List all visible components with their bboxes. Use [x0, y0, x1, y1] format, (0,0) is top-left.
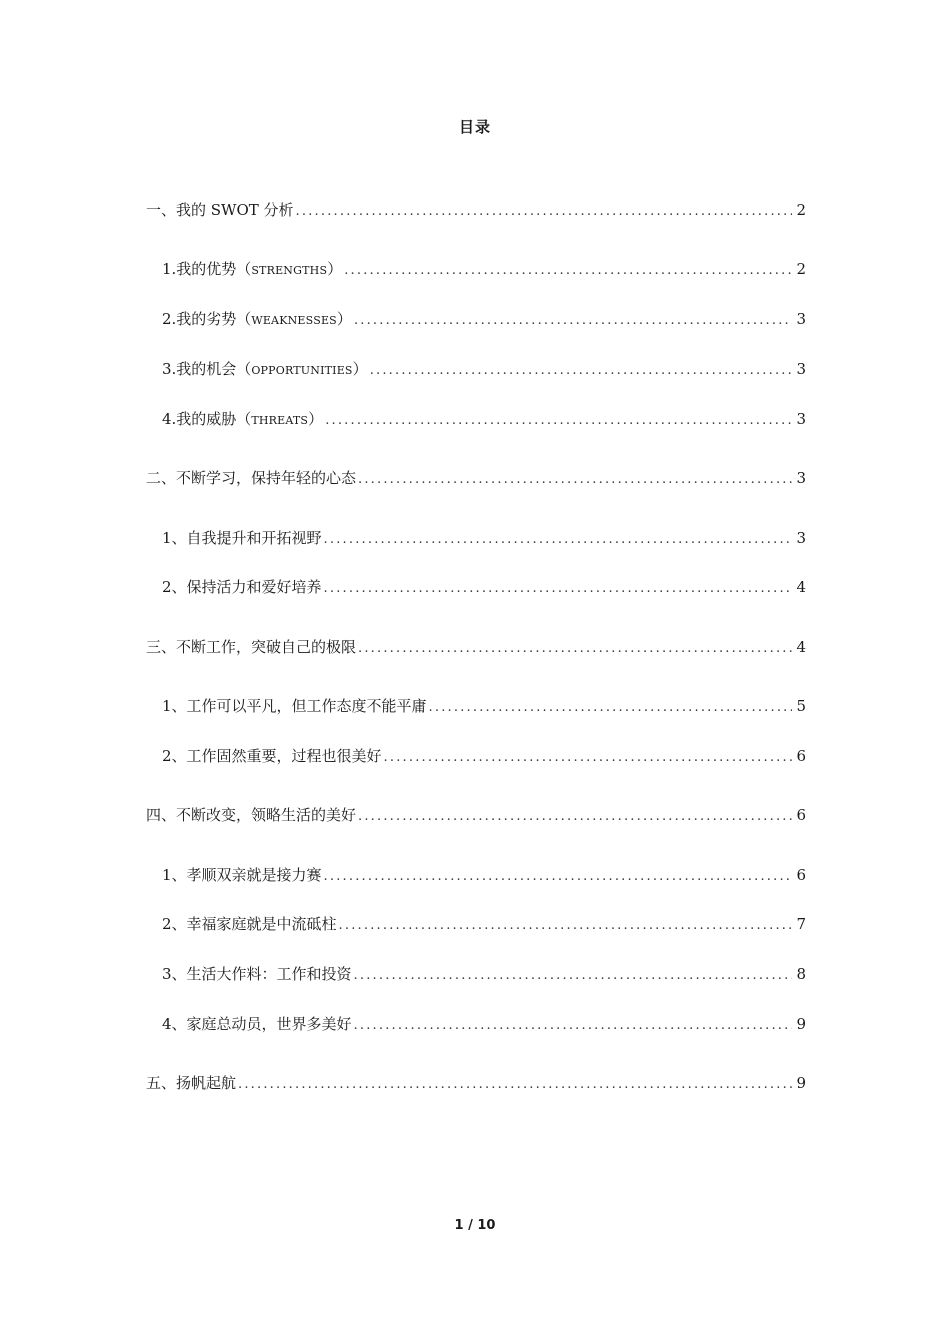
toc-dot-leader [344, 261, 792, 281]
toc-page-number: 4 [796, 578, 806, 596]
toc-page-number: 2 [796, 260, 806, 278]
toc-entry-label: 五、扬帆起航 [146, 1074, 237, 1092]
toc-dot-leader [324, 579, 793, 599]
toc-page-number: 6 [796, 806, 806, 824]
toc-entry-label: 2.我的劣势（WEAKNESSES） [162, 310, 352, 328]
toc-dot-leader [384, 748, 793, 768]
toc-entry-opportunities[interactable] [162, 359, 806, 381]
toc-entry-label: 3、生活大作料：工作和投资 [162, 965, 352, 983]
toc-dot-leader [358, 470, 792, 490]
toc-entry-label: 4、家庭总动员，世界多美好 [162, 1015, 352, 1033]
toc-entry-section-4[interactable] [146, 805, 806, 827]
toc-dot-leader [238, 1075, 792, 1095]
toc-entry-label: 三、不断工作，突破自己的极限 [146, 638, 357, 656]
toc-page-number: 8 [796, 965, 806, 983]
toc-entry-section-5[interactable] [146, 1073, 806, 1095]
toc-entry-4-3[interactable] [162, 964, 806, 986]
toc-page-number: 2 [796, 201, 806, 219]
toc-entry-label: 2、幸福家庭就是中流砥柱 [162, 915, 337, 933]
page-number-footer: 1 / 10 [454, 1218, 496, 1233]
toc-entry-2-2[interactable] [162, 577, 806, 599]
toc-entry-label: 1.我的优势（STRENGTHS） [162, 260, 343, 278]
toc-title: 目录 [458, 118, 491, 136]
toc-entry-label: 4.我的威胁（THREATS） [162, 410, 324, 428]
toc-page-number: 3 [796, 469, 806, 487]
toc-dot-leader [324, 867, 793, 887]
toc-page-number: 3 [796, 310, 806, 328]
toc-dot-leader [339, 916, 793, 936]
toc-entry-label: 1、孝顺双亲就是接力赛 [162, 866, 322, 884]
toc-page-number: 5 [796, 697, 806, 715]
toc-entry-label: 二、不断学习，保持年轻的心态 [146, 469, 357, 487]
toc-entry-label: 3.我的机会（OPPORTUNITIES） [162, 360, 368, 378]
toc-page-number: 3 [796, 410, 806, 428]
toc-entry-label: 1、自我提升和开拓视野 [162, 529, 322, 547]
toc-page-number: 6 [796, 747, 806, 765]
toc-entry-strengths[interactable] [162, 259, 806, 281]
toc-page-number: 3 [796, 529, 806, 547]
toc-entry-4-1[interactable] [162, 865, 806, 887]
toc-entry-3-1[interactable] [162, 696, 806, 718]
toc-entry-label: 四、不断改变，领略生活的美好 [146, 806, 357, 824]
toc-entry-label: 2、保持活力和爱好培养 [162, 578, 322, 596]
toc-page-number: 6 [796, 866, 806, 884]
toc-dot-leader [358, 807, 792, 827]
toc-page-number: 9 [796, 1015, 806, 1033]
toc-dot-leader [370, 361, 793, 381]
toc-dot-leader [296, 202, 793, 222]
toc-entry-4-4[interactable] [162, 1014, 806, 1036]
toc-entry-label: 1、工作可以平凡，但工作态度不能平庸 [162, 697, 427, 715]
toc-page-number: 7 [796, 915, 806, 933]
toc-page-number: 4 [796, 638, 806, 656]
toc-page-number: 3 [796, 360, 806, 378]
toc-entry-2-1[interactable] [162, 528, 806, 550]
toc-dot-leader [354, 1016, 793, 1036]
toc-entry-label: 2、工作固然重要，过程也很美好 [162, 747, 382, 765]
toc-entry-4-2[interactable] [162, 914, 806, 936]
toc-page-number: 9 [796, 1074, 806, 1092]
toc-entry-section-3[interactable] [146, 637, 806, 659]
toc-dot-leader [354, 966, 793, 986]
toc-dot-leader [325, 411, 792, 431]
toc-entry-label: 一、我的 SWOT 分析 [146, 201, 294, 219]
toc-dot-leader [324, 530, 793, 550]
toc-dot-leader [358, 639, 792, 659]
toc-dot-leader [429, 698, 793, 718]
toc-entry-swot[interactable] [146, 200, 806, 222]
toc-entry-section-2[interactable] [146, 468, 806, 490]
toc-entry-threats[interactable] [162, 409, 806, 431]
toc-entry-weaknesses[interactable] [162, 309, 806, 331]
toc-entry-3-2[interactable] [162, 746, 806, 768]
toc-dot-leader [354, 311, 793, 331]
